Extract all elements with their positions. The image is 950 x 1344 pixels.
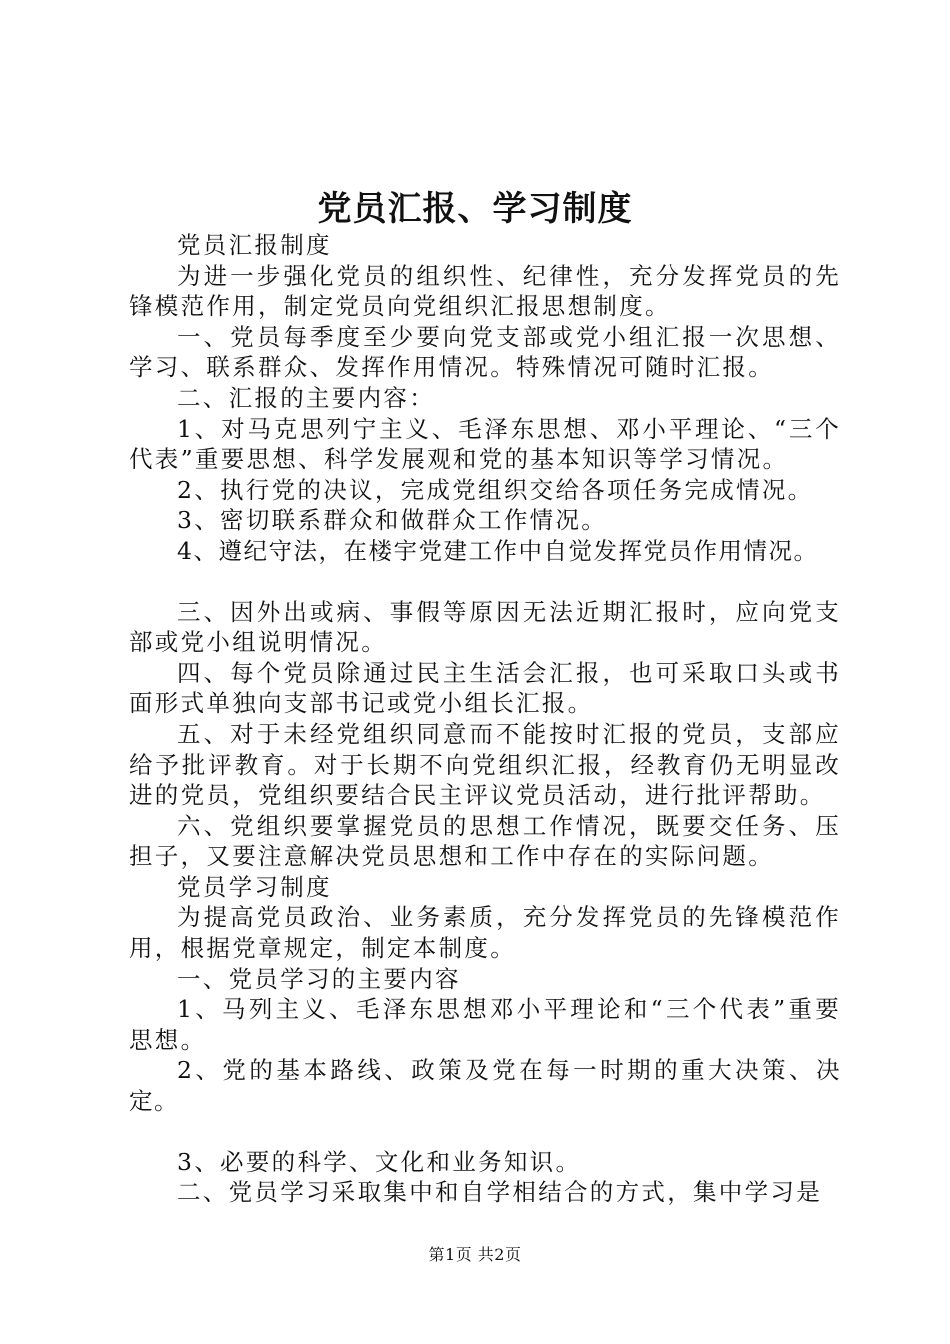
paragraph-study-content-3: 3、必要的科学、文化和业务知识。 [177,1147,582,1176]
section-heading-report: 党员汇报制度 [177,231,332,259]
paragraph-report-intro: 为进一步强化党员的组织性、纪律性，充分发挥党员的先锋模范作用，制定党员向党组织汇报思想制度。 [129,261,841,321]
paragraph-study-item-1: 一、党员学习的主要内容 [177,964,461,993]
paragraph-report-item-1: 一、党员每季度至少要向党支部或党小组汇报一次思想、学习、联系群众、发挥作用情况。特殊情况可随时汇报。 [129,322,841,382]
paragraph-spacer [129,567,841,597]
page-number-footer: 第1页 共2页 [428,1245,522,1264]
paragraph-report-content-3: 3、密切联系群众和做群众工作情况。 [177,506,608,535]
paragraph-report-item-5: 五、对于未经党组织同意而不能按时汇报的党员，支部应给予批评教育。对于长期不向党组织汇报，经教育仍无明显改进的党员，党组织要结合民主评议党员活动，进行批评帮助。 [129,719,841,810]
paragraph-study-content-2: 2、党的基本路线、政策及党在每一时期的重大决策、决定。 [129,1056,841,1116]
paragraph-spacer [129,1117,841,1147]
section-heading-study: 党员学习制度 [177,872,332,901]
paragraph-study-item-2: 二、党员学习采取集中和自学相结合的方式，集中学习是 [177,1178,822,1207]
paragraph-report-content-1: 1、对马克思列宁主义、毛泽东思想、邓小平理论、“三个代表”重要思想、科学发展观和党的基本知识等学习情况。 [129,414,841,474]
paragraph-report-item-4: 四、每个党员除通过民主生活会汇报，也可采取口头或书面形式单独向支部书记或党小组长汇报。 [129,658,841,718]
paragraph-study-intro: 为提高党员政治、业务素质，充分发挥党员的先锋模范作用，根据党章规定，制定本制度。 [129,903,841,963]
document-title: 党员汇报、学习制度 [317,189,633,229]
paragraph-report-item-2: 二、汇报的主要内容： [177,383,435,412]
document-body [129,230,841,1208]
paragraph-report-item-6: 六、党组织要掌握党员的思想工作情况，既要交任务、压担子，又要注意解决党员思想和工作中存在的实际问题。 [129,811,841,871]
paragraph-report-content-2: 2、执行党的决议，完成党组织交给各项任务完成情况。 [177,475,814,504]
paragraph-study-content-1: 1、马列主义、毛泽东思想邓小平理论和“三个代表”重要思想。 [129,995,841,1054]
paragraph-report-item-3: 三、因外出或病、事假等原因无法近期汇报时，应向党支部或党小组说明情况。 [129,597,841,657]
paragraph-report-content-4: 4、遵纪守法，在楼宇党建工作中自觉发挥党员作用情况。 [177,536,819,565]
